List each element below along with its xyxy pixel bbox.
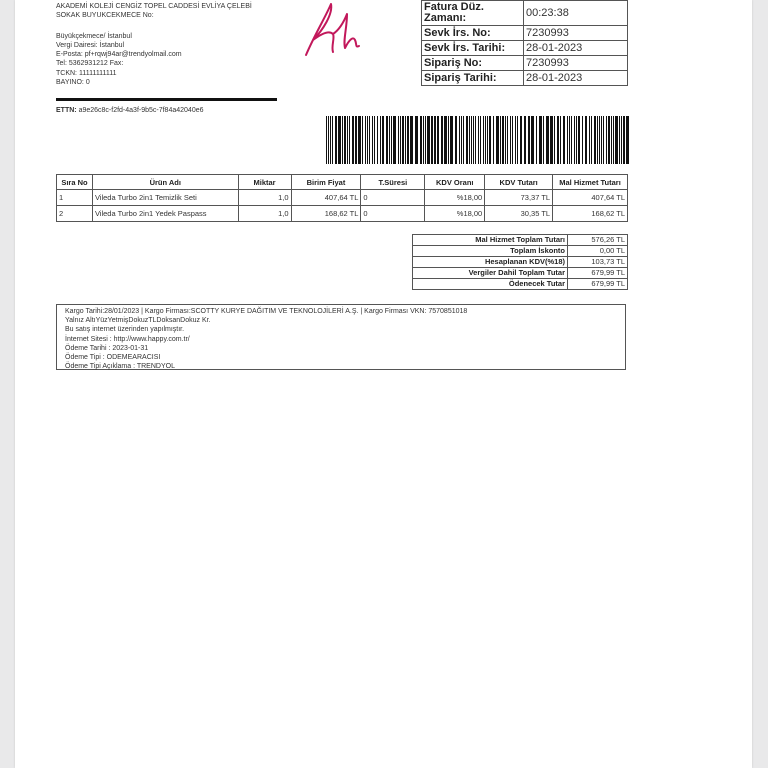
total-value: 679,99 TL xyxy=(568,279,628,290)
meta-value: 00:23:38 xyxy=(524,1,628,26)
total-label: Hesaplanan KDV(%18) xyxy=(413,257,568,268)
seller-tax-office: Vergi Dairesi: İstanbul xyxy=(56,41,125,49)
seller-city: Büyükçekmece/ İstanbul xyxy=(56,32,132,40)
cell-urun-adi: Vileda Turbo 2in1 Yedek Paspass xyxy=(92,206,238,222)
table-row xyxy=(57,206,628,222)
totals-row xyxy=(413,257,628,268)
seller-email: E-Posta: pf+rqwj94ar@trendyolmail.com xyxy=(56,51,182,59)
cell-mal-hizmet-tutari: 407,64 TL xyxy=(553,190,628,206)
cell-kdv-tutari: 30,35 TL xyxy=(485,206,553,222)
items-header-row xyxy=(57,175,628,190)
header-t-suresi: T.Süresi xyxy=(361,175,425,190)
total-value: 576,26 TL xyxy=(568,235,628,246)
totals-table xyxy=(412,234,628,290)
ettn-value: a9e26c8c-f2fd-4a3f-9b5c-7f84a42040e6 xyxy=(78,107,204,114)
cell-t-suresi: 0 xyxy=(361,190,425,206)
header-mal-hizmet-tutari: Mal Hizmet Tutarı xyxy=(553,175,628,190)
totals-row xyxy=(413,235,628,246)
header-birim-fiyat: Birim Fiyat xyxy=(291,175,361,190)
note-line: İnternet Sitesi : http://www.happy.com.tr/ xyxy=(65,335,190,343)
total-label: Ödenecek Tutar xyxy=(413,279,568,290)
totals-row xyxy=(413,268,628,279)
meta-row xyxy=(422,41,628,56)
meta-row xyxy=(422,56,628,71)
note-line: Bu satış internet üzerinden yapılmıştır. xyxy=(65,326,185,334)
seller-bayino: BAYINO: 0 xyxy=(56,79,90,87)
meta-value: 28-01-2023 xyxy=(524,41,628,56)
cell-kdv-orani: %18,00 xyxy=(425,190,485,206)
cell-miktar: 1,0 xyxy=(238,206,291,222)
header-kdv-orani: KDV Oranı xyxy=(425,175,485,190)
seller-tckn: TCKN: 11111111111 xyxy=(56,69,117,77)
invoice-meta-table xyxy=(421,0,628,86)
cell-kdv-tutari: 73,37 TL xyxy=(485,190,553,206)
note-line: Ödeme Tarihi : 2023-01-31 xyxy=(65,344,149,352)
note-line: Ödeme Tipi Açıklama : TRENDYOL xyxy=(65,363,175,371)
meta-value: 28-01-2023 xyxy=(524,71,628,86)
total-label: Mal Hizmet Toplam Tutarı xyxy=(413,235,568,246)
cell-kdv-orani: %18,00 xyxy=(425,206,485,222)
signature xyxy=(303,0,373,62)
invoice-page xyxy=(15,0,752,768)
total-value: 103,73 TL xyxy=(568,257,628,268)
cell-sira-no: 2 xyxy=(57,206,93,222)
cell-t-suresi: 0 xyxy=(361,206,425,222)
notes-box xyxy=(56,304,626,370)
meta-row xyxy=(422,71,628,86)
total-label: Toplam İskonto xyxy=(413,246,568,257)
header-kdv-tutari: KDV Tutarı xyxy=(485,175,553,190)
meta-value: 7230993 xyxy=(524,26,628,41)
seller-phone: Tel: 5362931212 Fax: xyxy=(56,60,124,68)
separator-line xyxy=(56,98,277,101)
header-urun-adi: Ürün Adı xyxy=(92,175,238,190)
total-label: Vergiler Dahil Toplam Tutar xyxy=(413,268,568,279)
meta-value: 7230993 xyxy=(524,56,628,71)
note-line: Kargo Tarihi:28/01/2023 | Kargo Firması:SCOTTY KURYE DAĞITIM VE TEKNOLOJİLERİ A.Ş. | Kargo Firması VKN: 7570851018 xyxy=(65,308,468,315)
meta-label: Sipariş No: xyxy=(422,56,524,71)
cell-sira-no: 1 xyxy=(57,190,93,206)
meta-label: Sipariş Tarihi: xyxy=(422,71,524,86)
items-table xyxy=(56,174,628,222)
cell-urun-adi: Vileda Turbo 2in1 Temizlik Seti xyxy=(92,190,238,206)
meta-row xyxy=(422,1,628,26)
cell-miktar: 1,0 xyxy=(238,190,291,206)
header-miktar: Miktar xyxy=(238,175,291,190)
meta-label: Fatura Düz. Zamanı: xyxy=(422,1,524,26)
total-value: 0,00 TL xyxy=(568,246,628,257)
table-row xyxy=(57,190,628,206)
meta-label: Sevk İrs. Tarihi: xyxy=(422,41,524,56)
seller-info xyxy=(56,2,252,87)
meta-row xyxy=(422,26,628,41)
note-line: Yalnız AltıYüzYetmişDokuzTLDoksanDokuz Kr. xyxy=(65,317,211,325)
seller-address-line2: SOKAK BUYUKCEKMECE No: xyxy=(56,12,154,20)
cell-mal-hizmet-tutari: 168,62 TL xyxy=(553,206,628,222)
barcode xyxy=(326,116,629,164)
totals-row xyxy=(413,246,628,257)
meta-label: Sevk İrs. No: xyxy=(422,26,524,41)
seller-address-line1: AKADEMİ KOLEJİ CENGİZ TOPEL CADDESİ EVLİYA ÇELEBİ xyxy=(56,3,252,10)
ettn xyxy=(56,107,204,114)
total-value: 679,99 TL xyxy=(568,268,628,279)
totals-row xyxy=(413,279,628,290)
header-sira-no: Sıra No xyxy=(57,175,93,190)
ettn-label: ETTN: xyxy=(56,107,77,114)
cell-birim-fiyat: 168,62 TL xyxy=(291,206,361,222)
cell-birim-fiyat: 407,64 TL xyxy=(291,190,361,206)
note-line: Ödeme Tipi : ODEMEARACISI xyxy=(65,354,161,362)
